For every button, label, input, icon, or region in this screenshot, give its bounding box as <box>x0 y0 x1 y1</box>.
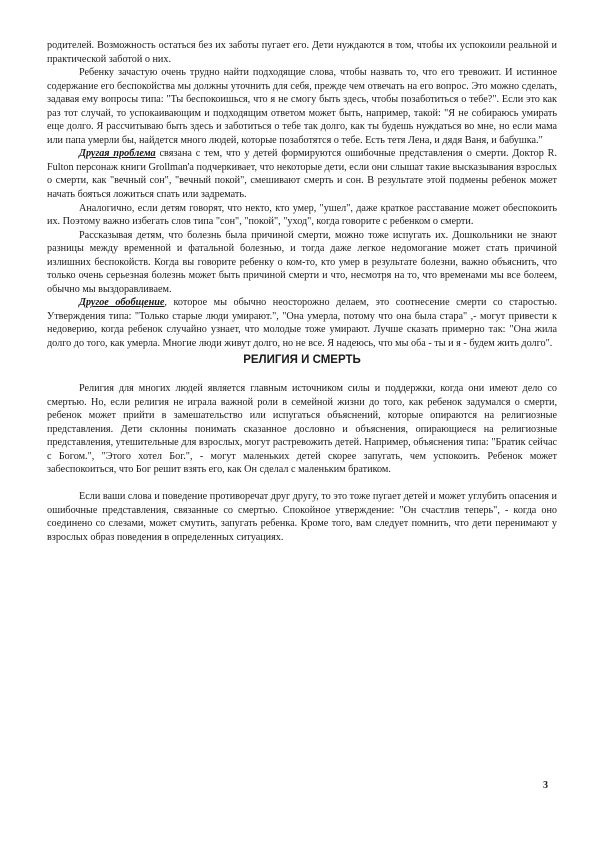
paragraph: Рассказывая детям, что болезнь была причиной смерти, можно тоже испугать их. Дошкольники не знают разницы между временной и фатальной болезнью, и тогда даже легкое недомогание может стать причиной излишних беспокойств. Когда вы говорите ребенку о ком-то, кто умер в результате болезни, важно объяснить, что только очень серьезная болезнь может быть причиной смерти и что, несмотря на то, что временами мы все болеем, обычно мы выздоравливаем. <box>47 229 557 295</box>
paragraph-text: связана с тем, что у детей формируются ошибочные представления о смерти. Доктор R. Fulton персонаж книги Grollman'a подчеркивает, что некоторые дети, если они слышат такие высказывания взрослых о смерти, как "вечный сон", "вечный покой", смешивают смерть и сон. В результате этой подмены ребенок может начать бояться ложиться спать или задремать. <box>47 148 557 201</box>
paragraph: Если ваши слова и поведение противоречат друг другу, то это тоже пугает детей и может углубить опасения и ошибочные представления, связанные со смертью. Спокойное утверждение: "Он счастлив теперь", - когда оно соединено со слезами, может смутить, запугать ребенка. Кроме того, вам следует помнить, что дети перенимают у взрослых образ поведения в определенных ситуациях. <box>47 490 557 543</box>
document-page <box>47 39 557 544</box>
paragraph-text: , которое мы обычно неосторожно делаем, это соотнесение смерти со старостью. Утверждения типа: "Только старые люди умирают.", "Она умерла, потому что она была стара" ,- могут привести к недоверию, когда ребенок случайно узнает, что молодые тоже умирают. Лучше сказать примерно так: "Она жила долго до того, как умерла. Многие люди живут долго, но не все. Я надеюсь, что мы оба - ты и я - будем жить долго". <box>47 297 557 350</box>
paragraph: Ребенку зачастую очень трудно найти подходящие слова, чтобы назвать то, что его тревожит. И истинное содержание его беспокойства мы должны уточнить для себя, прежде чем отвечать на его вопрос. Это можно сделать, задавая ему вопросы типа: "Ты беспокоишься, что я не смогу быть здесь, чтобы позаботиться о тебе?". Если это как раз тот случай, то успокаивающим и подходящим ответом может быть, например, такой: "Я не собираюсь умирать еще долго. Я рассчитываю быть здесь и заботиться о тебе так долго, как ты будешь нуждаться во мне, но если мама или папа умерли бы, найдется много людей, которые позаботятся о тебе. Есть тетя Лена, и дядя Ваня, и бабушка." <box>47 67 557 146</box>
paragraph-gap <box>47 477 557 490</box>
paragraph: Аналогично, если детям говорят, что некто, кто умер, "ушел", даже краткое расставание может обеспокоить их. Поэтому важно избегать слов типа "сон", "покой", "уход", когда говорите с ребенком о смерти. <box>47 202 557 228</box>
page-number: 3 <box>543 780 548 791</box>
paragraph-lead-phrase: Другая проблема <box>79 148 156 160</box>
paragraph <box>47 296 557 350</box>
section-heading: РЕЛИГИЯ И СМЕРТЬ <box>243 353 361 366</box>
paragraph-continuation: родителей. Возможность остаться без их заботы пугает его. Дети нуждаются в том, чтобы их успокоили реальной и практической заботой о них. <box>47 40 557 65</box>
paragraph <box>47 147 557 201</box>
paragraph-lead-phrase: Другое обобщение <box>79 297 165 309</box>
paragraph: Религия для многих людей является главным источником силы и поддержки, когда они имеют дело со смертью. Но, если религия не играла важной роли в семейной жизни до того, как ребенок задумался о смерти, ребенок может прийти в замешательство или испугаться объяснений, которые опираются на религиозные представления. Дети склонны понимать сказанное дословно и объяснения, опирающиеся на религиозные представления, утешительные для взрослых, могут растревожить детей. Например, объяснения типа: "Братик сейчас с Богом.", "Этого хотел Бог.", - могут маленьких детей скорее запугать, чем успокоить. Ребенок может забеспокоиться, что Бог решит взять его, как Он сделал с маленьким братиком. <box>47 383 557 476</box>
